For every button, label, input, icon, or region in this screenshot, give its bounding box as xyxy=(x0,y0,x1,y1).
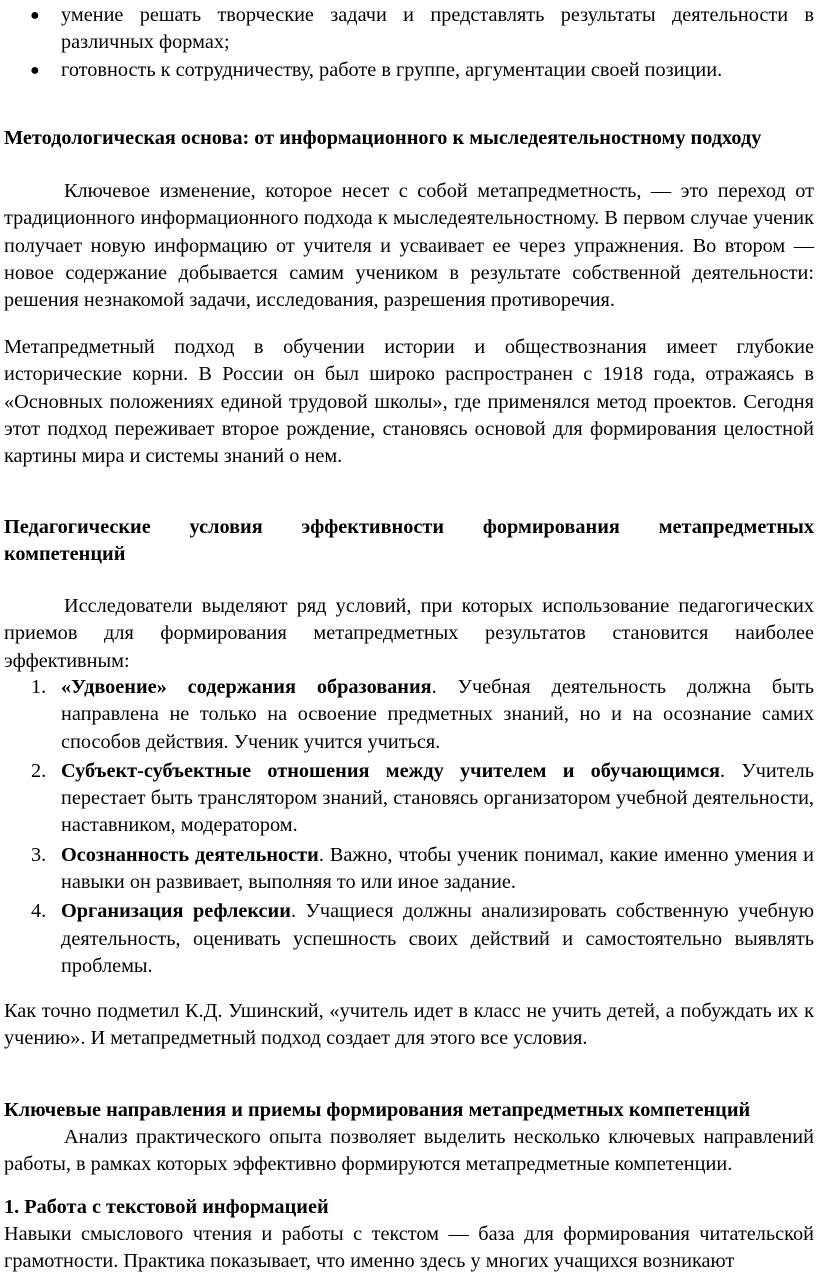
quote-paragraph: Как точно подметил К.Д. Ушинский, «учитель идет в класс не учить детей, а побуждать их к учению». И метапредметный подход создает для этого все условия. xyxy=(4,1000,814,1050)
section-heading-methodology: Методологическая основа: от информационного к мыследеятельностному подходу xyxy=(4,127,762,149)
paragraph: Ключевое изменение, которое несет с собой метапредметность, — это переход от традиционного информационного подхода к мыследеятельностному. В первом случае ученик получает новую информацию от учителя и усваивает ее через упражнения. Во втором — новое содержание добывается самим учеником в результате собственной деятельности: решения незнакомой задачи, исследования, разрешения противоречия. xyxy=(4,180,814,312)
list-item xyxy=(4,758,814,840)
list-item xyxy=(4,842,814,897)
heading-line: компетенций xyxy=(4,543,126,566)
list-item-text: . Учебная деятельность должна быть направлена не только на освоение предметных знаний, но и на осознание самих способов действия. Ученик учится учиться. xyxy=(61,676,814,753)
list-item xyxy=(4,898,814,980)
bullet-text: готовность к сотрудничеству, работе в группе, аргументации своей позиции. xyxy=(61,58,723,81)
paragraph: Метапредметный подход в обучении истории и обществознания имеет глубокие исторические корни. В России он был широко распространен с 1918 года, отражаясь в «Основных положениях единой трудовой школы», где применялся метод проектов. Сегодня этот подход переживает второе рождение, становясь основой для формирования целостной картины мира и системы знаний о нем. xyxy=(4,336,814,468)
list-item-title: Субъект-субъектные отношения между учителем и обучающимся xyxy=(61,759,720,782)
intro-bullet-list xyxy=(4,2,814,84)
bullet-icon: ● xyxy=(30,7,40,24)
section-heading-conditions xyxy=(4,514,814,569)
bullet-icon: ● xyxy=(30,61,40,79)
list-item-title: Осознанность деятельности xyxy=(61,843,319,866)
list-item xyxy=(4,57,814,84)
paragraph: Анализ практического опыта позволяет выделить несколько ключевых направлений работы, в рамках которых эффективно формируются метапредметные компетенции. xyxy=(4,1126,814,1176)
sub-heading: 1. Работа с текстовой информацией xyxy=(4,1196,329,1218)
heading-line: Педагогические условия эффективности формирования метапредметных xyxy=(4,516,814,538)
paragraph: Исследователи выделяют ряд условий, при которых использование педагогических приемов для формирования метапредметных результатов становится наиболее эффективным: xyxy=(4,595,814,672)
list-item xyxy=(4,674,814,756)
list-number: 1. xyxy=(31,676,47,698)
list-item xyxy=(4,2,814,57)
section-heading-directions: Ключевые направления и приемы формирования метапредметных компетенций xyxy=(4,1099,751,1121)
list-number: 3. xyxy=(31,843,47,866)
list-item-text: . Учащиеся должны анализировать собственную учебную деятельность, оценивать успешность своих действий и самостоятельно выявлять проблемы. xyxy=(61,900,814,977)
list-item-text: . Учитель перестает быть транслятором знаний, становясь организатором учебной деятельности, наставником, модератором. xyxy=(61,759,814,837)
conditions-list xyxy=(4,674,814,980)
list-number: 4. xyxy=(31,900,47,923)
list-item-title: «Удвоение» содержания образования xyxy=(61,676,432,698)
paragraph: Навыки смыслового чтения и работы с текстом — база для формирования читательской грамотности. Практика показывает, что именно здесь у многих учащихся возникают xyxy=(4,1223,814,1273)
bullet-text: умение решать творческие задачи и представлять результаты деятельности в различных формах; xyxy=(61,4,814,54)
list-number: 2. xyxy=(31,759,47,782)
list-item-title: Организация рефлексии xyxy=(61,900,291,923)
list-item-text: . Важно, чтобы ученик понимал, какие именно умения и навыки он развивает, выполняя то или иное задание. xyxy=(61,843,814,894)
